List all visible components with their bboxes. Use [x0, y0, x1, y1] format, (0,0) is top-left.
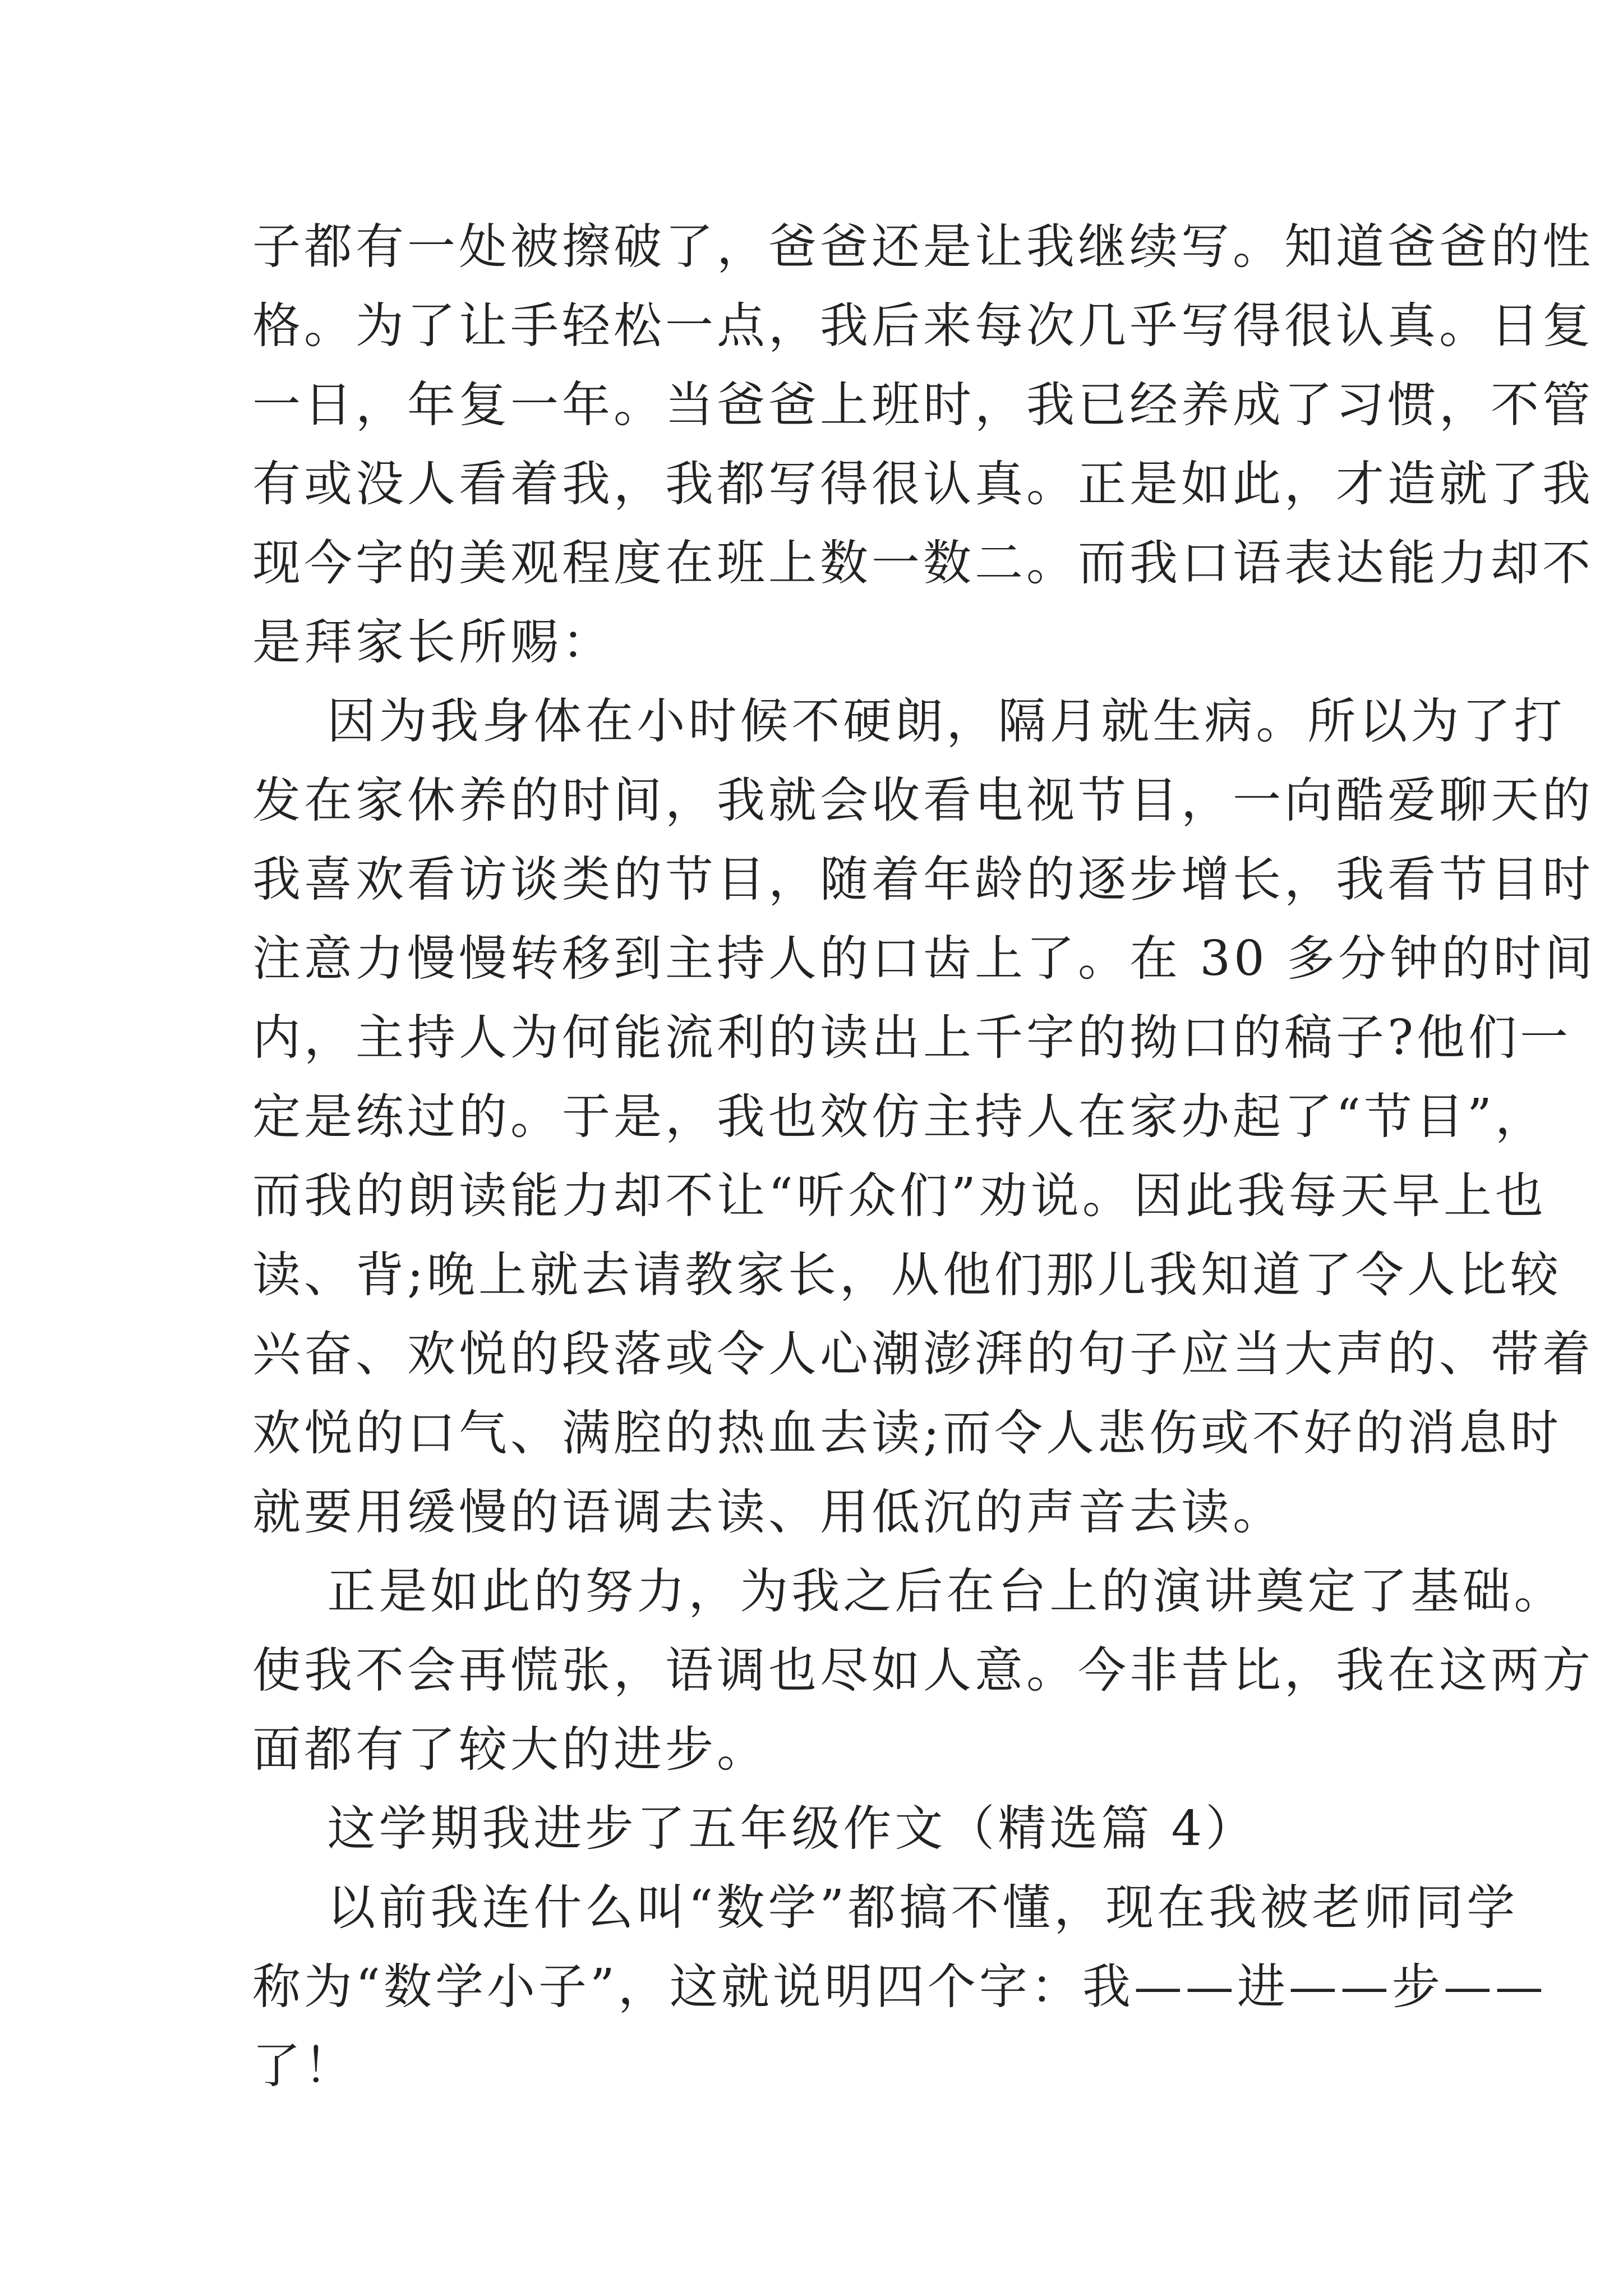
- section-heading: 这学期我进步了五年级作文（精选篇 4）: [252, 1801, 1257, 1857]
- text-line-11: 内，主持人为何能流利的读出上千字的拗口的稿子?他们一: [252, 1010, 1572, 1066]
- text-line-8: 发在家休养的时间，我就会收看电视节目，一向酷爱聊天的: [252, 772, 1594, 829]
- text-line-4: 有或没人看着我，我都写得很认真。正是如此，才造就了我: [252, 456, 1594, 512]
- text-line-17: 就要用缓慢的语调去读、用低沉的声音去读。: [252, 1484, 1284, 1540]
- text-line-14: 读、背;晚上就去请教家长，从他们那儿我知道了令人比较: [252, 1247, 1562, 1303]
- text-line-3: 一日，年复一年。当爸爸上班时，我已经养成了习惯，不管: [252, 377, 1594, 433]
- text-line-6: 是拜家长所赐：: [252, 614, 614, 670]
- text-line-23: 称为“数学小子”，这就说明四个字：我——进——步——: [252, 1959, 1547, 2015]
- text-line-22: 以前我连什么叫“数学”都搞不懂，现在我被老师同学: [252, 1880, 1519, 1936]
- text-line-20: 面都有了较大的进步。: [252, 1722, 768, 1778]
- text-line-18: 正是如此的努力，为我之后在台上的演讲奠定了基础。: [252, 1563, 1566, 1619]
- text-line-16: 欢悦的口气、满腔的热血去读;而令人悲伤或不好的消息时: [252, 1405, 1562, 1461]
- text-line-24: 了！: [252, 2038, 356, 2094]
- text-line-13: 而我的朗读能力却不让“听众们”劝说。因此我每天早上也: [252, 1168, 1547, 1224]
- text-line-5: 现今字的美观程度在班上数一数二。而我口语表达能力却不: [252, 535, 1594, 591]
- text-line-15: 兴奋、欢悦的段落或令人心潮澎湃的句子应当大声的、带着: [252, 1326, 1594, 1382]
- document-body: [252, 208, 1597, 2106]
- text-line-7: 因为我身体在小时候不硬朗，隔月就生病。所以为了打: [252, 693, 1566, 749]
- text-line-19: 使我不会再慌张，语调也尽如人意。今非昔比，我在这两方: [252, 1642, 1594, 1699]
- text-line-1: 子都有一处被擦破了，爸爸还是让我继续写。知道爸爸的性: [252, 219, 1594, 275]
- text-line-12: 定是练过的。于是，我也效仿主持人在家办起了“节目”，: [252, 1089, 1547, 1145]
- text-line-10: 注意力慢慢转移到主持人的口齿上了。在 30 多分钟的时间: [252, 931, 1597, 987]
- text-line-9: 我喜欢看访谈类的节目，随着年龄的逐步增长，我看节目时: [252, 852, 1594, 908]
- text-line-2: 格。为了让手轻松一点，我后来每次几乎写得很认真。日复: [252, 298, 1594, 354]
